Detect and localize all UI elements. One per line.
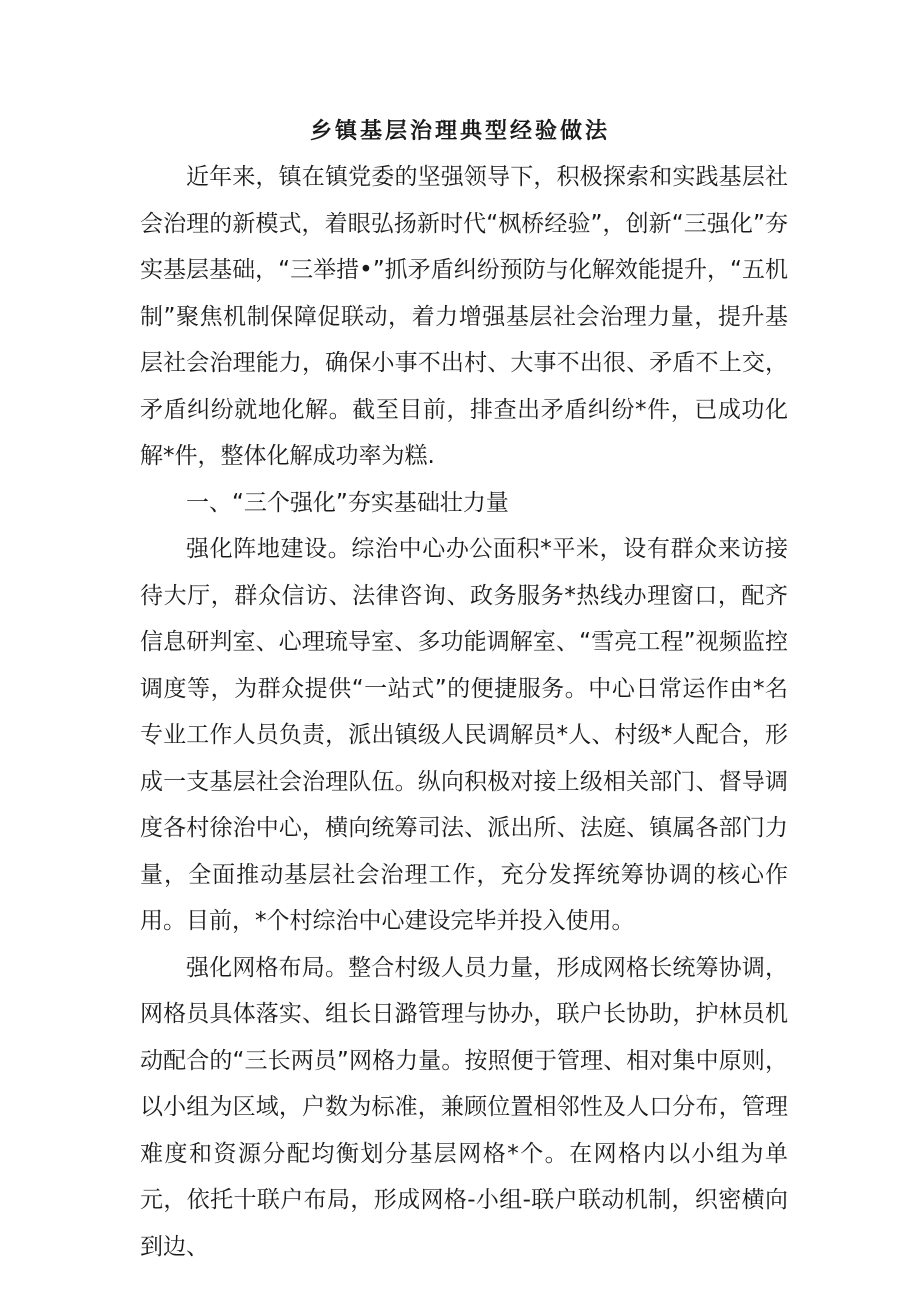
document-title: 乡镇基层治理典型经验做法 <box>309 118 610 144</box>
paragraph-grid-layout: 强化网格布局。整合村级人员力量，形成网格长统筹协调，网格员具体落实、组长日潞管理与协办，联户长协助，护林员机动配合的“三长两员”网格力量。按照便于管理、相对集中原则，以小组为区域，户数为标准，兼顾位置相邻性及人口分布，管理难度和资源分配均衡划分基层网格*个。在网格内以小组为单元，依托十联户布局，形成网格-小组-联户联动机制，织密横向到边、 <box>140 954 788 1260</box>
paragraph-intro: 近年来，镇在镇党委的坚强领导下，积极探索和实践基层社会治理的新模式，着眼弘扬新时代“枫桥经验”，创新“三强化”夯实基层基础，“三举措•”抓矛盾纠纷预防与化解效能提升，“五机制”聚焦机制保障促联动，着力增强基层社会治理力量，提升基层社会治理能力，确保小事不出村、大事不出很、矛盾不上交，矛盾纠纷就地化解。截至目前，排查出矛盾纠纷*件，已成功化解*件，整体化解成功率为糕. <box>140 164 788 469</box>
document-body <box>140 154 788 1270</box>
section-heading-1: 一、“三个强化”夯实基础壮力量 <box>186 489 509 516</box>
paragraph-position-building: 强化阵地建设。综治中心办公面积*平米，设有群众来访接待大厅，群众信访、法律咨询、政务服务*热线办理窗口，配齐信息研判室、心理琉导室、多功能调解室、“雪亮工程”视频监控调度等，为群众提供“一站式”的便捷服务。中心日常运作由*名专业工作人员负责，派出镇级人民调解员*人、村级*人配合，形成一支基层社会治理队伍。纵向积极对接上级相关部门、督导调度各村徐治中心，横向统筹司法、派出所、法庭、镇属各部门力量，全面推动基层社会治理工作，充分发挥统筹协调的核心作用。目前，*个村综治中心建设完毕并投入使用。 <box>140 536 788 934</box>
